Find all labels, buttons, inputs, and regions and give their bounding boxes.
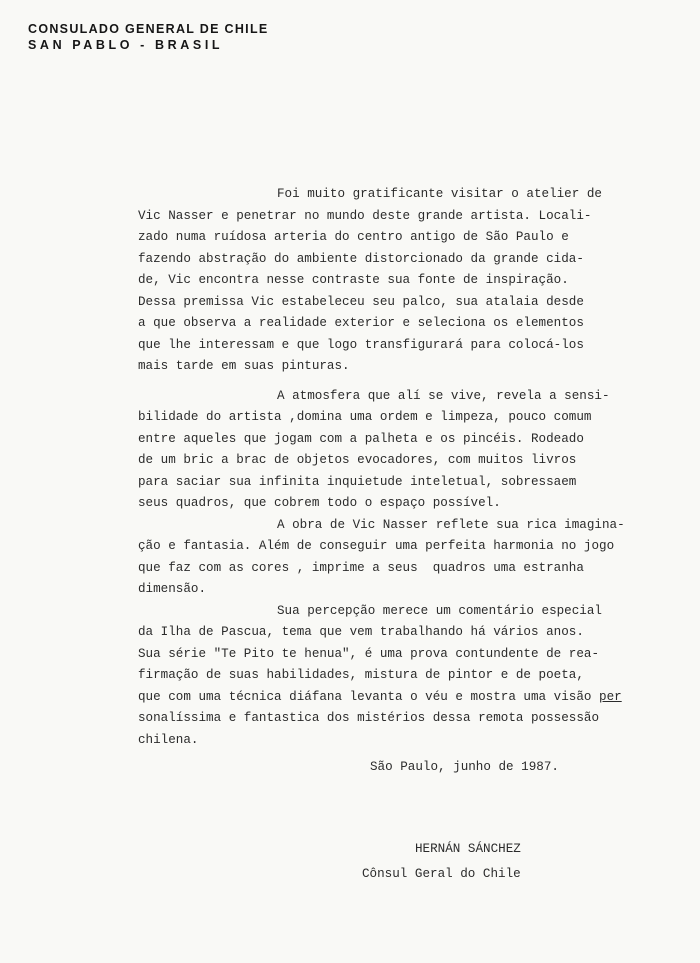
text-line: chilena. <box>138 732 199 747</box>
text-line <box>138 687 638 709</box>
text-line: de um bric a brac de objetos evocadores, com muitos livros <box>138 453 577 467</box>
letterhead-location: SAN PABLO - BRASIL <box>28 38 224 52</box>
text-line: Sua percepção merece um comentário especial <box>277 603 602 618</box>
text-line: Sua série "Te Pito te henua", é uma prova contundente de rea- <box>138 646 600 661</box>
text-line: entre aqueles que jogam com a palheta e os pincéis. Rodeado <box>138 431 584 446</box>
text-line: bilidade do artista ,domina uma ordem e limpeza, pouco comum <box>138 410 592 424</box>
text-line: dimensão. <box>138 582 207 596</box>
text-line: Dessa premissa Vic estabeleceu seu palco, sua atalaia desde <box>138 294 584 309</box>
text-line: da Ilha de Pascua, tema que vem trabalhando há vários anos. <box>138 625 584 639</box>
text-line: zado numa ruídosa arteria do centro antigo de São Paulo e <box>138 230 569 244</box>
text-line: para saciar sua infinita inquietude inteletual, sobressaem <box>138 474 577 489</box>
dateline: São Paulo, junho de 1987. <box>370 760 559 774</box>
letterhead <box>28 21 269 53</box>
paragraph-1 <box>138 184 638 378</box>
letter-body <box>138 184 638 887</box>
underlined-hyphenation-segment: per <box>599 689 622 704</box>
text-line: sonalíssima e fantastica dos mistérios dessa remota possessão <box>138 711 600 725</box>
text-line: que lhe interessam e que logo transfigurará para colocá-los <box>138 337 584 352</box>
text-line: ção e fantasia. Além de conseguir uma perfeita harmonia no jogo <box>138 539 615 553</box>
signature-block <box>138 837 638 887</box>
letterhead-org-name: CONSULADO GENERAL DE CHILE <box>28 22 269 36</box>
paragraph-4 <box>138 601 638 752</box>
text-line: Vic Nasser e penetrar no mundo deste grande artista. Locali- <box>138 208 592 223</box>
text-line: seus quadros, que cobrem todo o espaço possível. <box>138 496 501 510</box>
text-segment: que com uma técnica diáfana levanta o véu e mostra uma visão <box>138 689 600 704</box>
text-line: A atmosfera que alí se vive, revela a sensi- <box>277 388 610 403</box>
text-line: que faz com as cores , imprime a seus quadros uma estranha <box>138 560 584 575</box>
text-line: firmação de suas habilidades, mistura de pintor e de poeta, <box>138 668 584 682</box>
text-line: A obra de Vic Nasser reflete sua rica imagina- <box>277 517 625 532</box>
text-line: mais tarde em suas pinturas. <box>138 359 350 373</box>
signature-title: Cônsul Geral do Chile <box>362 866 521 881</box>
text-line: a que observa a realidade exterior e seleciona os elementos <box>138 316 584 330</box>
signature-name: HERNÁN SÁNCHEZ <box>415 841 521 856</box>
paragraph-3 <box>138 515 638 601</box>
text-line: de, Vic encontra nesse contraste sua fonte de inspiração. <box>138 273 569 287</box>
text-line: Foi muito gratificante visitar o atelier de <box>277 187 602 201</box>
text-line: fazendo abstração do ambiente distorcionado da grande cida- <box>138 251 584 266</box>
paragraph-2 <box>138 386 638 515</box>
